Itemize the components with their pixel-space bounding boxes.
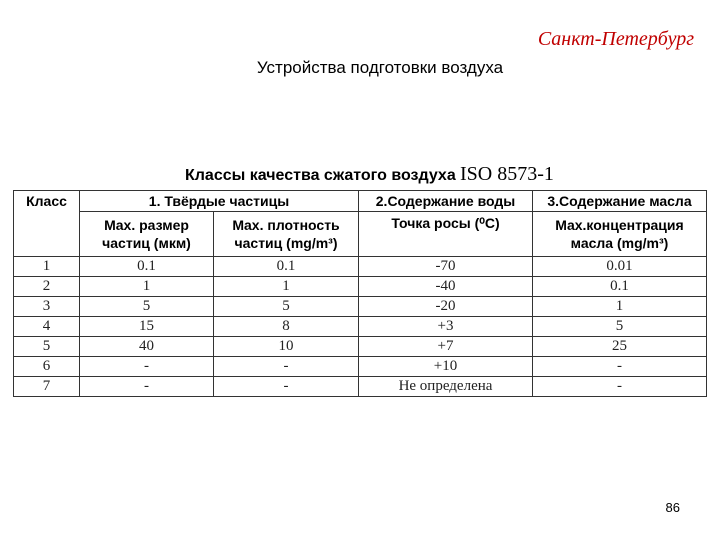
table-row <box>14 377 707 397</box>
cell-dew-point: +10 <box>359 357 533 377</box>
cell-dew-point: -70 <box>359 257 533 277</box>
header-dew-point: Точка росы (⁰C) <box>359 212 533 257</box>
cell-class: 2 <box>14 277 80 297</box>
cell-oil-concentration: 1 <box>533 297 707 317</box>
cell-class: 6 <box>14 357 80 377</box>
cell-oil-concentration: - <box>533 377 707 397</box>
table-row <box>14 357 707 377</box>
cell-dew-point: -20 <box>359 297 533 317</box>
table-row <box>14 277 707 297</box>
header-oil-content: 3.Содержание масла <box>533 191 707 212</box>
cell-oil-concentration: 5 <box>533 317 707 337</box>
cell-oil-concentration: 25 <box>533 337 707 357</box>
header-class: Класс <box>14 191 80 257</box>
cell-dew-point: +3 <box>359 317 533 337</box>
cell-particle-density: 1 <box>214 277 359 297</box>
cell-oil-concentration: 0.1 <box>533 277 707 297</box>
table-row <box>14 317 707 337</box>
cell-class: 1 <box>14 257 80 277</box>
cell-particle-density: - <box>214 377 359 397</box>
header-oil-concentration: Max.концентрация масла (mg/m³) <box>533 212 707 257</box>
cell-oil-concentration: 0.01 <box>533 257 707 277</box>
table-title-text: Классы качества сжатого воздуха <box>185 167 456 184</box>
cell-particle-size: - <box>80 377 214 397</box>
cell-dew-point: -40 <box>359 277 533 297</box>
cell-class: 5 <box>14 337 80 357</box>
cell-particle-density: 10 <box>214 337 359 357</box>
table-row <box>14 337 707 357</box>
header-particle-density: Max. плотность частиц (mg/m³) <box>214 212 359 257</box>
table-row <box>14 297 707 317</box>
cell-class: 3 <box>14 297 80 317</box>
header-solid-particles: 1. Твёрдые частицы <box>80 191 359 212</box>
cell-particle-size: - <box>80 357 214 377</box>
cell-particle-density: 5 <box>214 297 359 317</box>
cell-oil-concentration: - <box>533 357 707 377</box>
cell-particle-density: 0.1 <box>214 257 359 277</box>
header-water-content: 2.Содержание воды <box>359 191 533 212</box>
cell-dew-point: Не определена <box>359 377 533 397</box>
cell-class: 7 <box>14 377 80 397</box>
cell-particle-size: 5 <box>80 297 214 317</box>
cell-particle-size: 15 <box>80 317 214 337</box>
cell-particle-density: 8 <box>214 317 359 337</box>
table-title <box>185 163 605 186</box>
cell-particle-density: - <box>214 357 359 377</box>
cell-particle-size: 0.1 <box>80 257 214 277</box>
table-row <box>14 257 707 277</box>
city-heading: Санкт-Петербург <box>537 28 694 50</box>
table-title-standard: ISO 8573-1 <box>459 163 554 185</box>
cell-particle-size: 1 <box>80 277 214 297</box>
page-number: 86 <box>665 500 680 515</box>
air-quality-table <box>13 190 707 397</box>
page-subtitle: Устройства подготовки воздуха <box>256 58 504 77</box>
cell-particle-size: 40 <box>80 337 214 357</box>
header-particle-size: Max. размер частиц (мкм) <box>80 212 214 257</box>
cell-dew-point: +7 <box>359 337 533 357</box>
cell-class: 4 <box>14 317 80 337</box>
table-body <box>14 257 707 397</box>
